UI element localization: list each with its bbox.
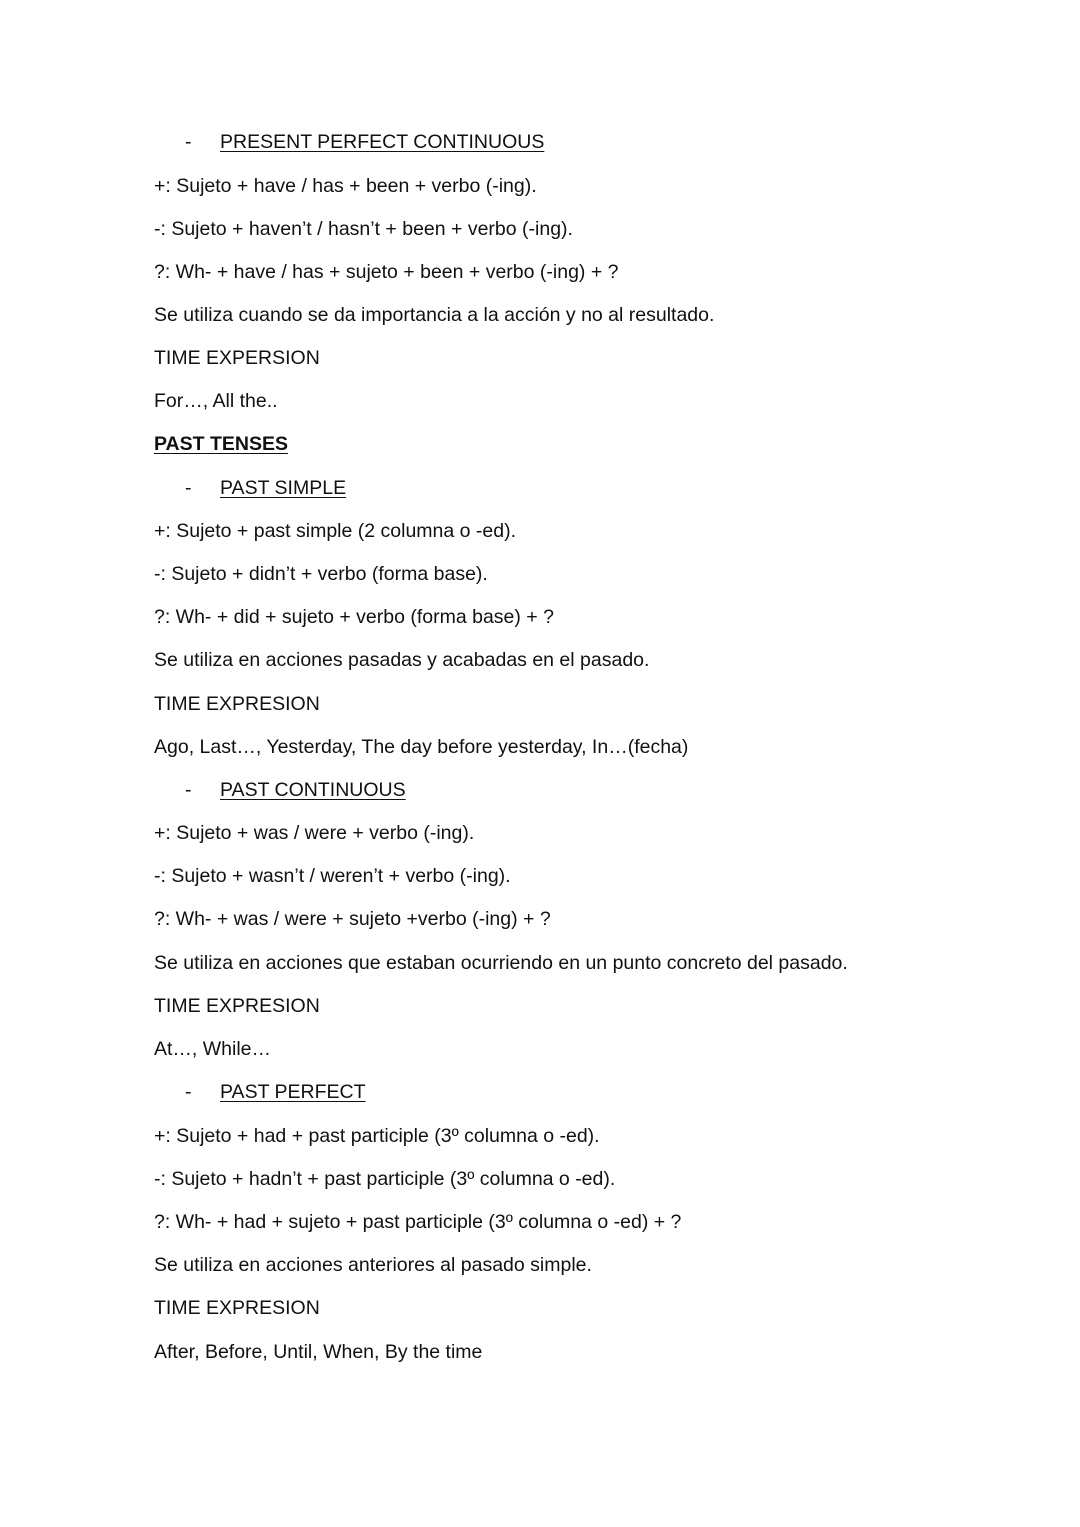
- heading-past-continuous: [185, 778, 406, 802]
- past-tenses-title: PAST TENSES: [154, 433, 288, 455]
- time-expression-list: After, Before, Until, When, By the time: [154, 1341, 483, 1363]
- heading-present-perfect-continuous: [185, 130, 544, 154]
- time-expression-label: TIME EXPERSION: [154, 347, 320, 369]
- affirmative-rule: +: Sujeto + was / were + verbo (-ing).: [154, 822, 475, 844]
- question-rule: ?: Wh- + did + sujeto + verbo (forma base) + ?: [154, 606, 554, 628]
- time-expression-list: Ago, Last…, Yesterday, The day before yesterday, In…(fecha): [154, 736, 689, 758]
- bullet-dash: -: [185, 1081, 192, 1103]
- section-heading: PAST SIMPLE: [220, 477, 347, 499]
- negative-rule: -: Sujeto + didn’t + verbo (forma base).: [154, 563, 488, 585]
- affirmative-rule: +: Sujeto + past simple (2 columna o -ed).: [154, 520, 517, 542]
- usage-note: Se utiliza en acciones anteriores al pasado simple.: [154, 1254, 592, 1276]
- affirmative-rule: +: Sujeto + have / has + been + verbo (-ing).: [154, 175, 537, 197]
- time-expression-label: TIME EXPRESION: [154, 1297, 320, 1319]
- negative-rule: -: Sujeto + wasn’t / weren’t + verbo (-ing).: [154, 865, 511, 887]
- bullet-dash: -: [185, 779, 192, 801]
- negative-rule: -: Sujeto + haven’t / hasn’t + been + verbo (-ing).: [154, 218, 573, 240]
- heading-past-simple: [185, 476, 346, 500]
- time-expression-list: At…, While…: [154, 1038, 272, 1060]
- affirmative-rule: +: Sujeto + had + past participle (3º columna o -ed).: [154, 1125, 600, 1147]
- question-rule: ?: Wh- + have / has + sujeto + been + verbo (-ing) + ?: [154, 261, 619, 283]
- time-expression-list: For…, All the..: [154, 390, 278, 412]
- time-expression-label: TIME EXPRESION: [154, 693, 320, 715]
- heading-past-perfect: [185, 1080, 366, 1104]
- bullet-dash: -: [185, 477, 192, 499]
- negative-rule: -: Sujeto + hadn’t + past participle (3º columna o -ed).: [154, 1168, 616, 1190]
- usage-note: Se utiliza en acciones que estaban ocurriendo en un punto concreto del pasado.: [154, 952, 848, 974]
- time-expression-label: TIME EXPRESION: [154, 995, 320, 1017]
- usage-note: Se utiliza cuando se da importancia a la acción y no al resultado.: [154, 304, 715, 326]
- usage-note: Se utiliza en acciones pasadas y acabadas en el pasado.: [154, 649, 650, 671]
- bullet-dash: -: [185, 131, 192, 153]
- section-heading: PAST CONTINUOUS: [220, 779, 406, 801]
- section-heading: PAST PERFECT: [220, 1081, 366, 1103]
- question-rule: ?: Wh- + was / were + sujeto +verbo (-ing) + ?: [154, 908, 551, 930]
- question-rule: ?: Wh- + had + sujeto + past participle (3º columna o -ed) + ?: [154, 1211, 682, 1233]
- section-heading: PRESENT PERFECT CONTINUOUS: [220, 131, 545, 153]
